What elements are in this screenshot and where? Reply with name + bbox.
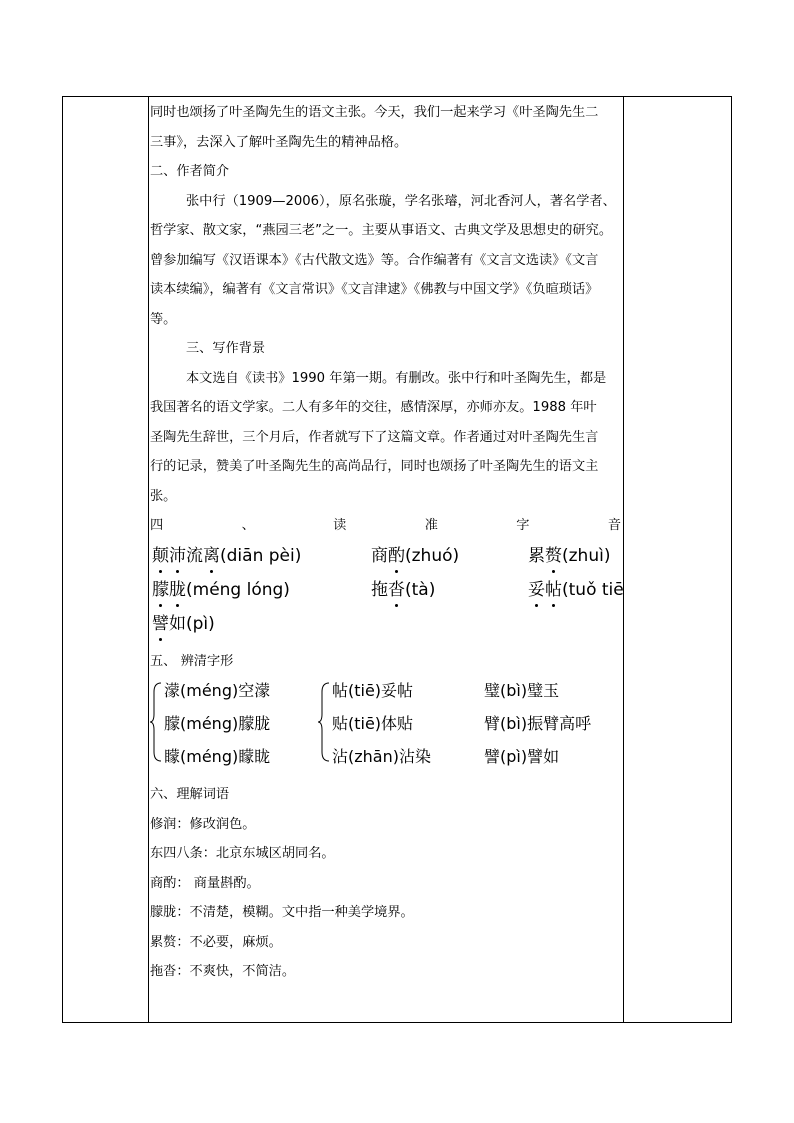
paragraph-line: 张中行（1909—2006），原名张璇，学名张璿，河北香河人，著名学者、 — [186, 193, 616, 209]
paragraph-line: 行的记录，赞美了叶圣陶先生的高尚品行，同时也颂扬了叶圣陶先生的语文主 — [150, 459, 599, 474]
dotted-char: 帖 — [545, 575, 562, 605]
paragraph-line: 读本续编》，编著有《文言常识》《文言津逮》《佛教与中国文学》《负暄琐话》 — [150, 282, 599, 297]
pronunciation-item — [152, 609, 215, 639]
dotted-char: 酌 — [388, 541, 405, 571]
character-forms-block — [150, 676, 621, 780]
pronunciation-item — [152, 575, 290, 605]
table-column-divider-left — [148, 96, 149, 1023]
form-item: 贴(tiē)体贴 — [332, 714, 414, 733]
brace-group — [150, 676, 310, 776]
section-heading-background: 三、写作背景 — [186, 341, 266, 356]
dotted-char: 胧 — [169, 575, 186, 605]
dotted-char: 朦 — [152, 575, 169, 605]
dotted-char: 赘 — [545, 541, 562, 571]
heading-char: 音 — [607, 518, 621, 533]
dotted-char: 沓 — [388, 575, 405, 605]
pinyin: (tà) — [405, 579, 436, 600]
pinyin: (pì) — [186, 613, 215, 634]
dotted-char: 离 — [203, 541, 220, 571]
vocabulary-item: 东四八条：北京东城区胡同名。 — [150, 846, 335, 861]
lesson-content-cell — [150, 98, 624, 987]
paragraph-line: 曾参加编写《汉语课本》《古代散文选》等。合作编著有《文言文选读》《文言 — [150, 252, 599, 268]
plain-char: 如 — [169, 613, 186, 634]
form-item: 譬(pì)譬如 — [484, 747, 560, 766]
vocabulary-item: 朦胧：不清楚，模糊。文中指一种美学境界。 — [150, 905, 414, 920]
pronunciation-item — [152, 541, 301, 571]
pinyin: (tuǒ tiē — [562, 579, 624, 600]
pinyin: (zhuó) — [405, 545, 460, 566]
pronunciation-item — [371, 541, 459, 571]
left-brace-icon — [150, 682, 162, 762]
plain-char: 累 — [528, 545, 545, 566]
paragraph-line: 张。 — [150, 488, 177, 504]
vocabulary-item: 累赘：不必要，麻烦。 — [150, 934, 282, 950]
table-column-divider-right — [623, 96, 624, 1023]
plain-char: 拖 — [371, 579, 388, 600]
vocabulary-item: 商酌： 商量斟酌。 — [150, 875, 260, 891]
pronunciation-row — [150, 609, 621, 643]
dotted-char: 沛 — [169, 541, 186, 571]
pinyin: (diān pèi) — [220, 545, 302, 566]
form-item: 矇(méng)矇眬 — [164, 747, 271, 766]
pinyin: (zhuì) — [562, 545, 611, 566]
left-brace-icon — [318, 682, 330, 762]
heading-char: 字 — [516, 518, 530, 533]
form-item: 臂(bì)振臂高呼 — [484, 714, 592, 733]
form-group — [484, 676, 621, 776]
pronunciation-row — [150, 541, 621, 575]
pronunciation-row — [150, 575, 624, 609]
paragraph-line: 我国著名的语文学家。二人有多年的交往，感情深厚，亦师亦友。1988 年叶 — [150, 400, 597, 415]
paragraph-line: 本文选自《读书》1990 年第一期。有删改。张中行和叶圣陶先生，都是 — [186, 370, 607, 386]
paragraph-line: 圣陶先生辞世，三个月后，作者就写下了这篇文章。作者通过对叶圣陶先生言 — [150, 429, 599, 445]
section-heading-pronunciation — [150, 511, 621, 541]
dotted-char: 譬 — [152, 609, 169, 639]
form-item: 帖(tiē)妥帖 — [332, 681, 414, 700]
vocabulary-item: 修润：修改润色。 — [150, 816, 256, 832]
vocabulary-item: 拖沓：不爽快，不简洁。 — [150, 964, 296, 979]
paragraph-line: 同时也颂扬了叶圣陶先生的语文主张。今天，我们一起来学习《叶圣陶先生二 — [150, 105, 599, 120]
heading-char: 准 — [424, 518, 438, 533]
pronunciation-item — [528, 541, 610, 571]
heading-char: 四 — [150, 518, 164, 533]
section-heading-vocabulary: 六、理解词语 — [150, 787, 230, 802]
plain-char: 商 — [371, 545, 388, 566]
paragraph-line: 三事》，去深入了解叶圣陶先生的精神品格。 — [150, 134, 408, 150]
dotted-char: 妥 — [528, 575, 545, 605]
dotted-char: 颠 — [152, 541, 169, 571]
heading-char: 、 — [241, 518, 255, 533]
form-item: 朦(méng)朦胧 — [164, 714, 271, 733]
form-item: 沾(zhān)沾染 — [332, 747, 431, 766]
pinyin: (méng lóng) — [186, 579, 290, 600]
paragraph-line: 哲学家、散文家，“燕园三老”之一。主要从事语文、古典文学及思想史的研究。 — [150, 223, 613, 238]
heading-char: 读 — [333, 518, 347, 533]
paragraph-line: 等。 — [150, 311, 177, 327]
pronunciation-item — [371, 575, 435, 605]
form-item: 璧(bì)璧玉 — [484, 681, 560, 700]
plain-char: 流 — [186, 545, 203, 566]
section-heading-character-forms: 五、 辨清字形 — [150, 653, 234, 669]
form-item: 濛(méng)空濛 — [164, 681, 271, 700]
brace-group — [318, 676, 478, 776]
pronunciation-item — [528, 575, 624, 605]
section-heading-author: 二、作者简介 — [150, 164, 230, 179]
